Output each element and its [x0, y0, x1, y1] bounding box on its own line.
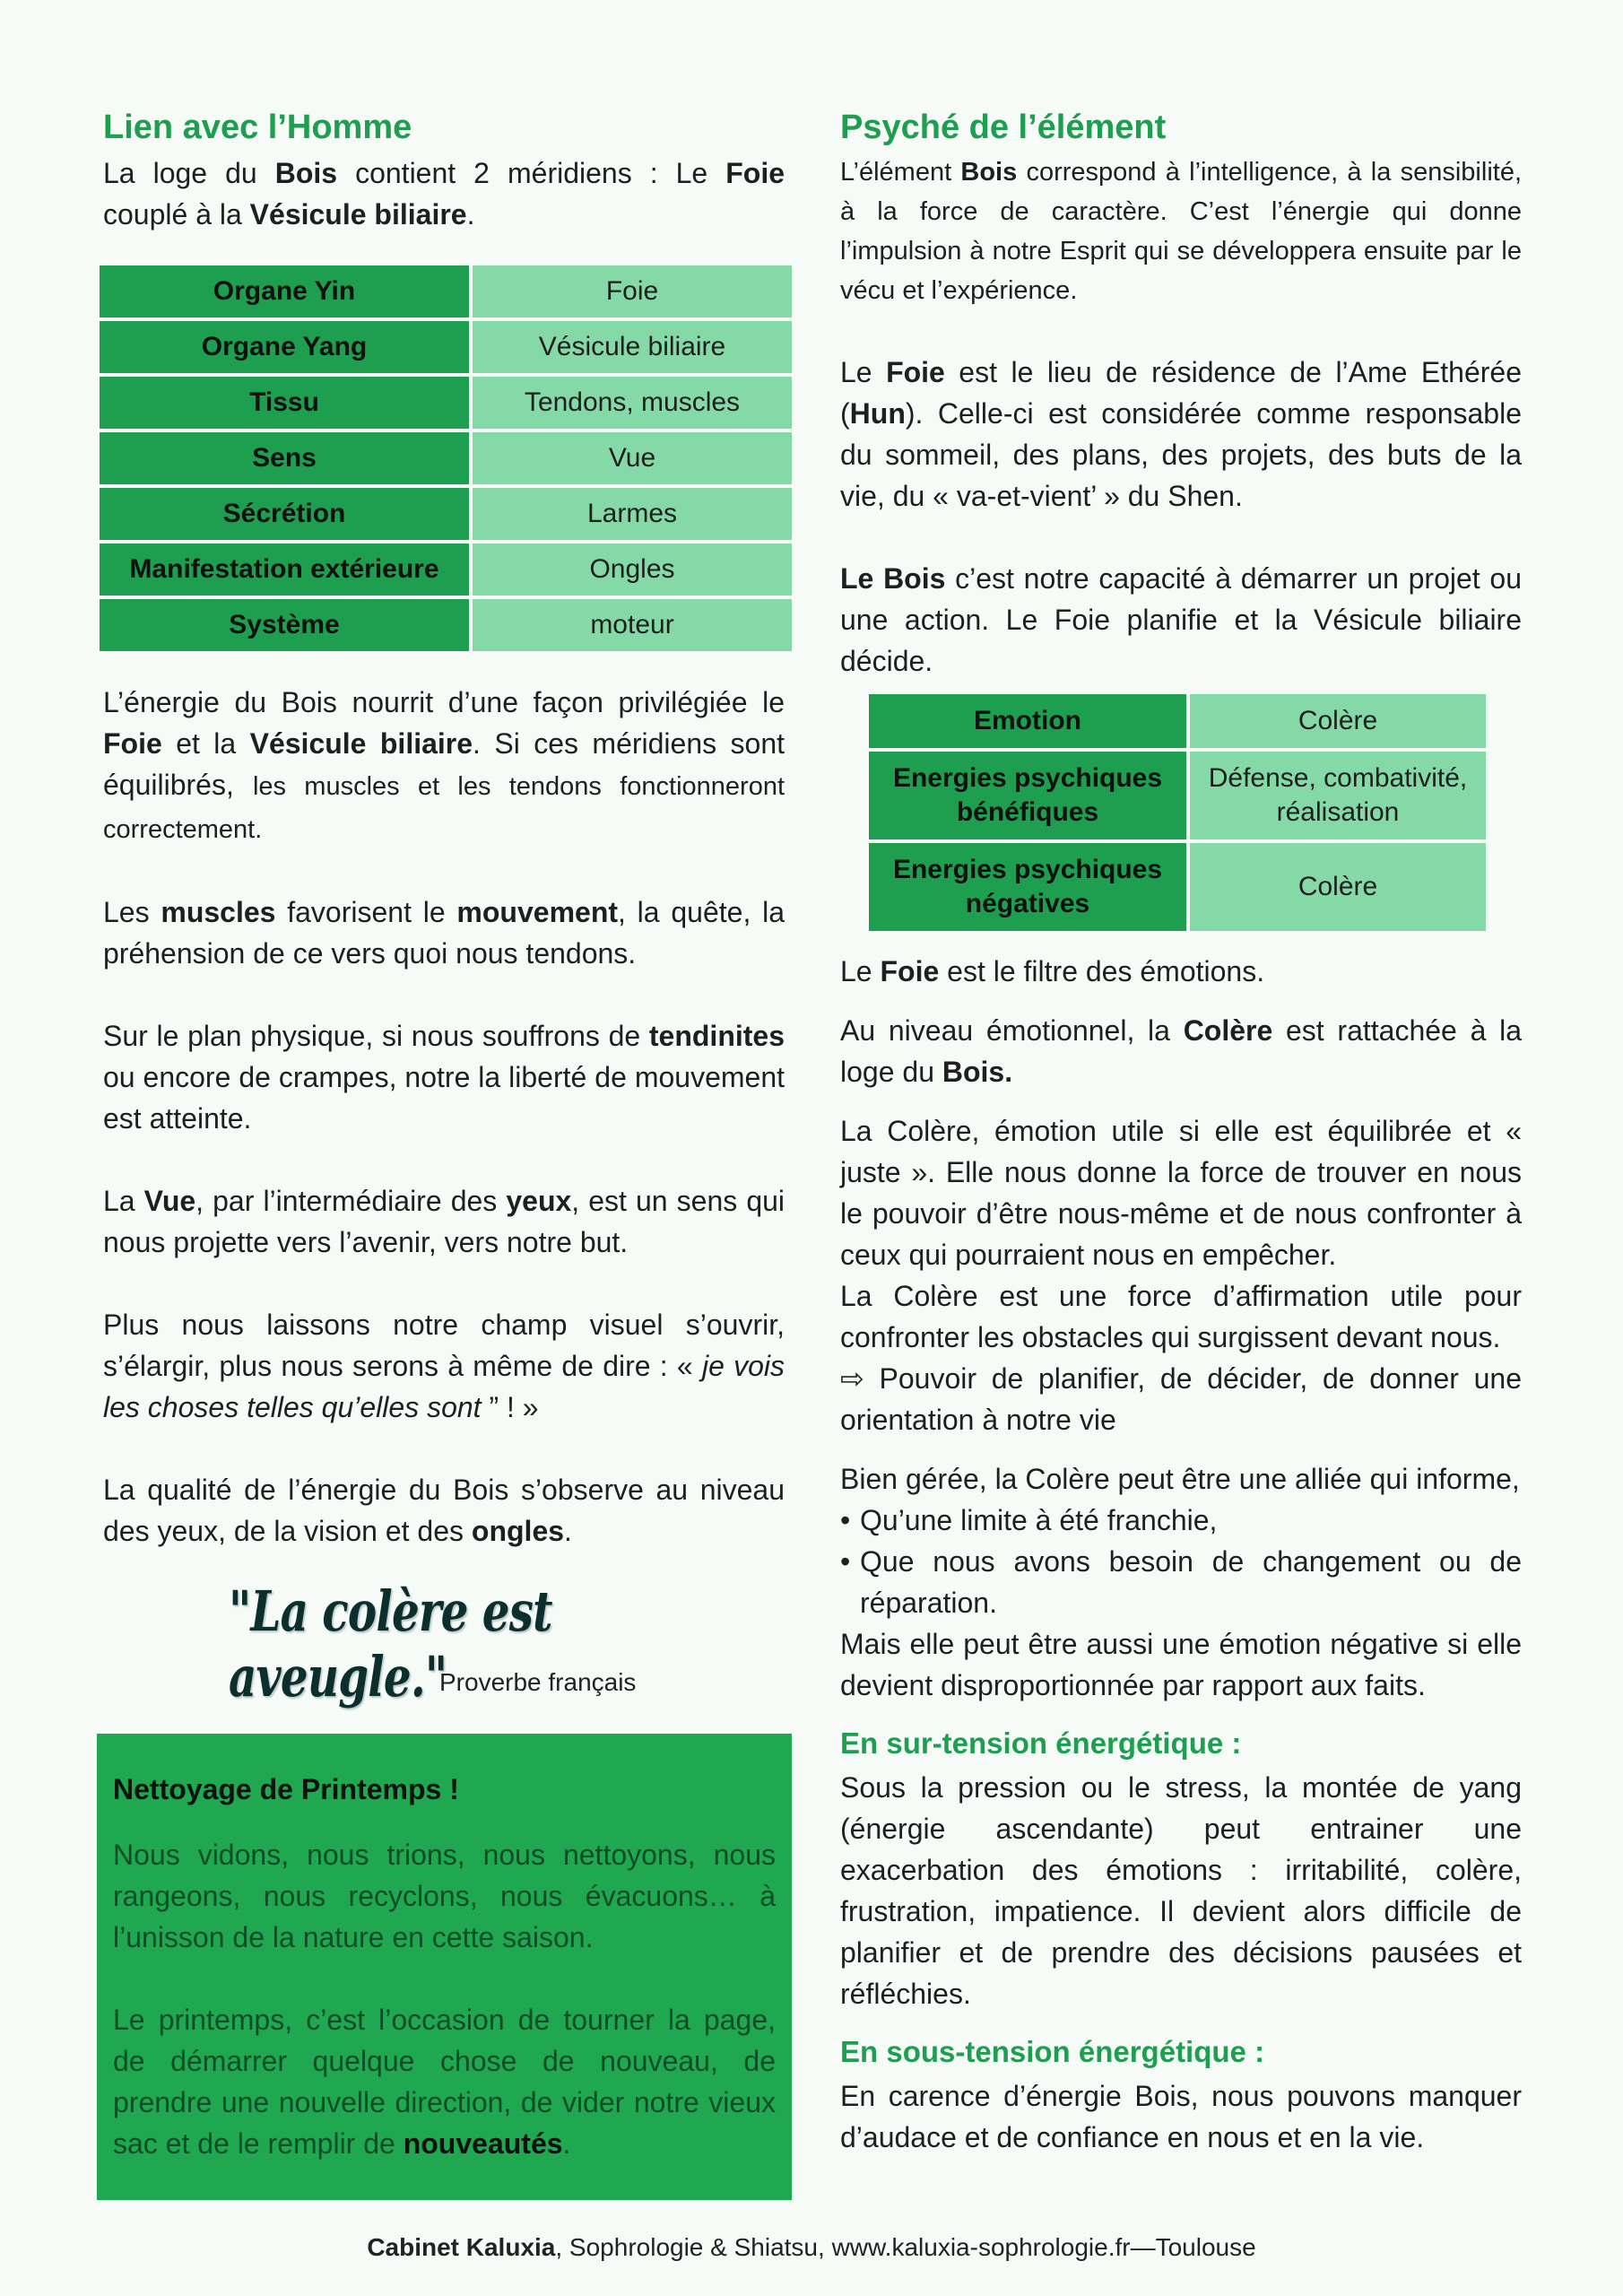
table-row: Sens Vue: [100, 432, 792, 484]
paragraph-sur-tension: Sous la pression ou le stress, la montée de yang (énergie ascendante) peut entrainer une exacerbation des émotions : irritabilité, colère, frustration, impatience. Il devient alors difficile de planifier et de prendre des décisions pausées et réfléchies.: [840, 1771, 1522, 2010]
paragraph-element: L’élément Bois correspond à l’intelligence, à la sensibilité, à la force de caractère. C’est l’énergie qui donne l’impulsion à notre Esprit qui se développera ensuite par le vécu et l’expérience.: [840, 158, 1523, 305]
heading-sous-tension: En sous-tension énergétique :: [840, 2035, 1265, 2068]
proverb-quote: "La colère est aveugle.": [229, 1578, 552, 1709]
paragraph-bois: Le Bois c’est notre capacité à démarrer un projet ou une action. Le Foie planifie et la Vésicule biliaire décide.: [840, 562, 1523, 677]
emotion-table: [869, 691, 1486, 935]
paragraph-pouvoir: ⇨ Pouvoir de planifier, de décider, de donner une orientation à notre vie: [840, 1362, 1522, 1436]
paragraph-physique: Sur le plan physique, si nous souffrons de tendinites ou encore de crampes, notre la liberté de mouvement est atteinte.: [103, 1020, 785, 1135]
left-column: [103, 106, 785, 1713]
table-row: Organe Yin Foie: [100, 265, 792, 317]
section-heading-lien: Lien avec l’Homme: [103, 109, 412, 146]
paragraph-foie: Le Foie est le lieu de résidence de l’Ame Ethérée (Hun). Celle-ci est considérée comme responsable du sommeil, des plans, des projets, des buts de la vie, du « va-et-vient’ » du Shen.: [840, 356, 1523, 512]
box-paragraph-2: Le printemps, c’est l’occasion de tourner la page, de démarrer quelque chose de nouveau, de prendre une nouvelle direction, de vider notre vieux sac et de le remplir de nouveautés.: [113, 2004, 776, 2160]
footer-name: Cabinet Kaluxia: [367, 2233, 556, 2261]
section-heading-psyche: Psyché de l’élément: [840, 109, 1167, 146]
bullet-list: [840, 1500, 1522, 1623]
table-row: Manifestation extérieure Ongles: [100, 544, 792, 596]
proverb-source: Proverbe français: [439, 1668, 637, 1696]
heading-sur-tension: En sur-tension énergétique :: [840, 1726, 1242, 1760]
paragraph-vue: La Vue, par l’intermédiaire des yeux, est un sens qui nous projette vers l’avenir, vers notre but.: [103, 1185, 785, 1258]
table-row: Sécrétion Larmes: [100, 488, 792, 540]
table-row: Energies psychiques bénéfiques Défense, combativité, réalisation: [869, 752, 1486, 839]
paragraph-sous-tension: En carence d’énergie Bois, nous pouvons manquer d’audace et de confiance en nous et en la vie.: [840, 2080, 1522, 2153]
paragraph-colere-utile: La Colère, émotion utile si elle est équilibrée et « juste ». Elle nous donne la force de trouver en nous le pouvoir d’être nous-même et de nous confronter à ceux qui pourraient nous en empêcher.: [840, 1115, 1522, 1271]
table-row: Tissu Tendons, muscles: [100, 377, 792, 429]
paragraph-negative: Mais elle peut être aussi une émotion négative si elle devient disproportionnée par rapport aux faits.: [840, 1628, 1522, 1701]
paragraph-muscles: Les muscles favorisent le mouvement, la quête, la préhension de ce vers quoi nous tendons.: [103, 896, 785, 970]
table-row: Organe Yang Vésicule biliaire: [100, 321, 792, 373]
right-column: [840, 106, 1522, 2158]
footer-details: , Sophrologie & Shiatsu, www.kaluxia-sophrologie.fr—Toulouse: [555, 2233, 1256, 2261]
spring-cleaning-box: [97, 1734, 792, 2200]
quote-block: [103, 1578, 785, 1713]
paragraph-niveau-emotionnel: Au niveau émotionnel, la Colère est rattachée à la loge du Bois.: [840, 1014, 1522, 1088]
list-item: • Qu’une limite à été franchie,: [860, 1500, 1522, 1541]
paragraph-bien-geree: Bien gérée, la Colère peut être une alliée qui informe,: [840, 1463, 1520, 1495]
organ-table: [100, 262, 792, 655]
box-title: Nettoyage de Printemps !: [113, 1773, 459, 1805]
paragraph-filtre: Le Foie est le filtre des émotions.: [840, 955, 1265, 987]
paragraph-energie: L’énergie du Bois nourrit d’une façon privilégiée le Foie et la Vésicule biliaire. Si ces méridiens sont équilibrés, les muscles et les tendons fonctionneront correctement.: [103, 686, 785, 844]
list-item: • Que nous avons besoin de changement ou de réparation.: [860, 1541, 1522, 1623]
table-row: Système moteur: [100, 599, 792, 651]
table-row: Emotion Colère: [869, 694, 1486, 748]
intro-paragraph: La loge du Bois contient 2 méridiens : Le Foie couplé à la Vésicule biliaire.: [103, 157, 785, 230]
paragraph-champ-visuel: Plus nous laissons notre champ visuel s’ouvrir, s’élargir, plus nous serons à même de dire : « je vois les choses telles qu’elles sont ” ! »: [103, 1309, 785, 1423]
footer: [0, 2233, 1623, 2262]
table-row: Energies psychiques négatives Colère: [869, 843, 1486, 931]
paragraph-colere-force: La Colère est une force d’affirmation utile pour confronter les obstacles qui surgissent devant nous.: [840, 1280, 1522, 1353]
paragraph-qualite: La qualité de l’énergie du Bois s’observe au niveau des yeux, de la vision et des ongles.: [103, 1474, 785, 1547]
box-paragraph-1: Nous vidons, nous trions, nous nettoyons, nous rangeons, nous recyclons, nous évacuons… à l’unisson de la nature en cette saison.: [113, 1839, 776, 1953]
